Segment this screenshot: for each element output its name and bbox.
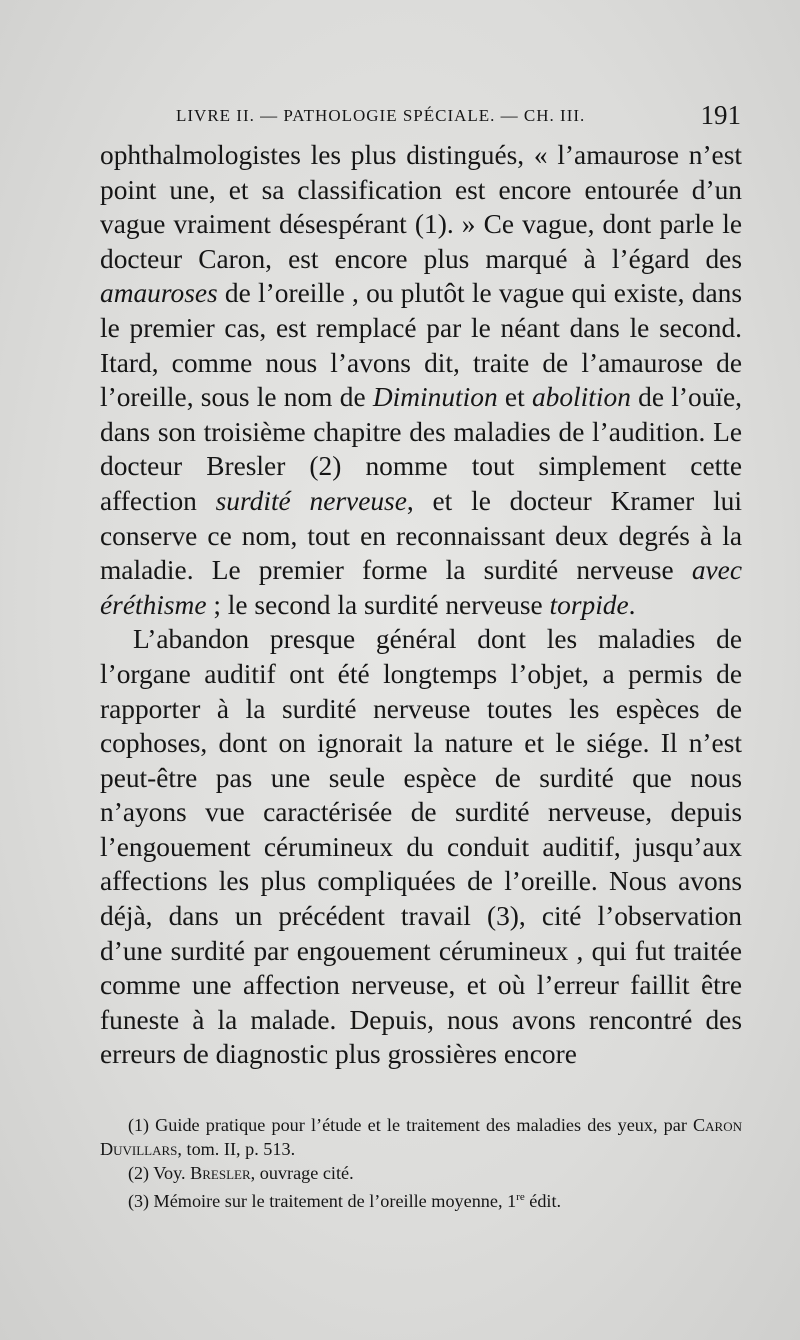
italic-term-diminution: Diminution <box>372 382 498 413</box>
footnote-1 <box>100 1113 742 1161</box>
paragraph-1 <box>100 138 742 622</box>
paragraph-1-text: , et le docteur Kramer lui conserve ce nom, tout en reconnaissant deux degrés à la maladie. Le premier forme la surdité nerveuse <box>100 485 742 586</box>
footnote-3 <box>100 1185 742 1213</box>
footnote-2-marker: (2) <box>128 1163 149 1183</box>
footnote-2 <box>100 1161 742 1185</box>
footnote-2-author: Bresler <box>190 1163 251 1183</box>
footnote-1-text: Guide pratique pour l’étude et le traitement des maladies des yeux, par <box>155 1115 694 1135</box>
paragraph-1-text: . <box>628 589 636 620</box>
italic-term-surdite-nerveuse: surdité nerveuse <box>215 485 407 516</box>
footnote-3-text: Mémoire sur le traitement de l’oreille moyenne, 1 <box>153 1191 517 1212</box>
paragraph-1-text: ophthalmologistes les plus distingués, « l’amaurose n’est point une, et sa classification est encore entourée d’un vague vraiment désespérant (1). » Ce vague, dont parle le docteur Caron, est encore plus marqué à l’égard des <box>100 140 742 274</box>
footnote-1-author: Caron Duvillars <box>100 1115 742 1159</box>
footnotes <box>100 1113 742 1213</box>
body-text <box>100 138 742 1072</box>
footnote-1-marker: (1) <box>128 1115 149 1135</box>
paragraph-1-text: ; le second la surdité nerveuse <box>206 589 550 620</box>
italic-term-abolition: abolition <box>531 382 631 413</box>
page-number: 191 <box>700 100 741 130</box>
footnote-2-text-end: , ouvrage cité. <box>250 1163 354 1183</box>
italic-term-torpide: torpide <box>549 589 629 620</box>
footnote-1-text-end: , tom. II, p. 513. <box>177 1139 296 1159</box>
italic-term-amauroses: amauroses <box>100 278 218 309</box>
paragraph-1-text: et <box>497 382 532 413</box>
paragraph-1-text: de l’ouïe, dans son troisième chapitre des maladies de l’audition. Le docteur Bresler (2) nomme tout simplement cette affection <box>100 382 742 516</box>
italic-term-avec-erethisme: avec éréthisme <box>100 555 742 620</box>
footnote-3-marker: (3) <box>128 1191 149 1212</box>
paragraph-2: L’abandon presque général dont les maladies de l’organe auditif ont été longtemps l’objet, a permis de rapporter à la surdité nerveuse toutes les espèces de cophoses, dont on ignorait la nature et le siége. Il n’est peut-être pas une seule espèce de surdité que nous n’ayons vue caractérisée de surdité nerveuse, depuis l’engouement cérumineux du conduit auditif, jusqu’aux affections les plus compliquées de l’oreille. Nous avons déjà, dans un précédent travail (3), cité l’observation d’une surdité par engouement cérumineux , qui fut traitée comme une affection nerveuse, et où l’erreur faillit être funeste à la malade. Depuis, nous avons rencontré des erreurs de diagnostic plus grossières encore <box>100 624 742 1070</box>
page-header <box>176 100 741 130</box>
footnote-2-text: Voy. <box>153 1163 191 1183</box>
paragraph-1-text: de l’oreille , ou plutôt le vague qui existe, dans le premier cas, est remplacé par le néant dans le second. Itard, comme nous l’avons dit, traite de l’amaurose de l’oreille, sous le nom de <box>100 278 742 413</box>
running-head: LIVRE II. — PATHOLOGIE SPÉCIALE. — CH. III. <box>176 106 586 125</box>
footnote-3-superscript: re <box>516 1191 525 1203</box>
footnote-3-text-end: édit. <box>524 1191 562 1212</box>
